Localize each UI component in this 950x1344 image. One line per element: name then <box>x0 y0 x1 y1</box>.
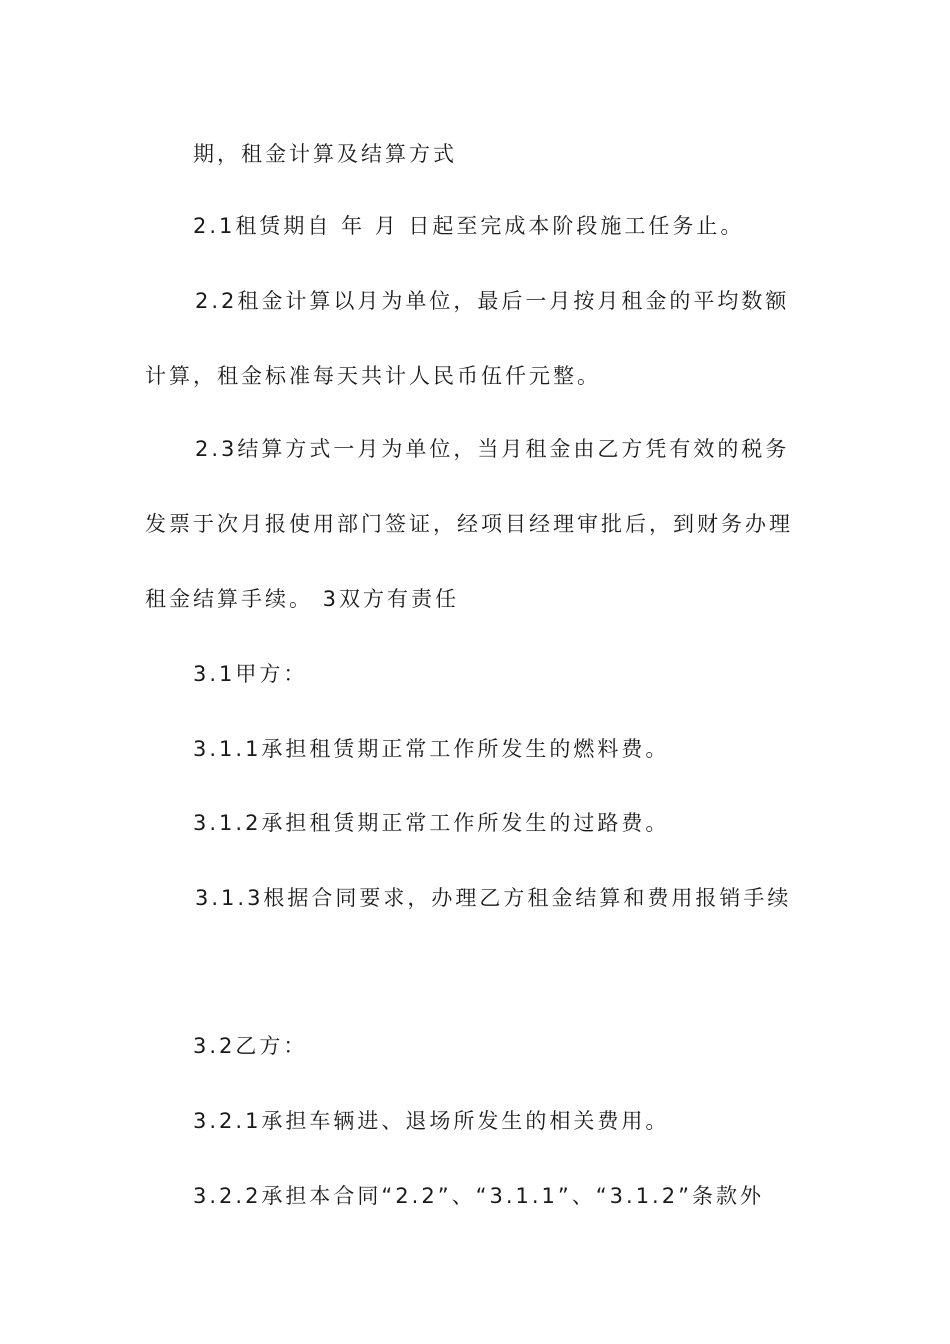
paragraph-line: 3.1.3根据合同要求，办理乙方租金结算和费用报销手续 <box>195 886 792 910</box>
paragraph-line: 3.1.2承担租赁期正常工作所发生的过路费。 <box>193 811 670 835</box>
paragraph-line: 计算，租金标准每天共计人民币伍仟元整。 <box>145 364 601 388</box>
paragraph-line: 3.2.1承担车辆进、退场所发生的相关费用。 <box>193 1109 670 1133</box>
paragraph-line: 发票于次月报使用部门签证，经项目经理审批后，到财务办理 <box>145 512 793 536</box>
paragraph-line: 期，租金计算及结算方式 <box>193 142 457 166</box>
section-heading: 3.1甲方： <box>193 662 308 686</box>
paragraph-line: 租金结算手续。 3双方有责任 <box>145 587 460 611</box>
section-heading: 3.2乙方： <box>193 1034 308 1058</box>
paragraph-line: 2.3结算方式一月为单位，当月租金由乙方凭有效的税务 <box>195 437 790 461</box>
paragraph-line: 2.1租赁期自 年 月 日起至完成本阶段施工任务止。 <box>193 214 745 238</box>
paragraph-line: 3.1.1承担租赁期正常工作所发生的燃料费。 <box>193 737 670 761</box>
paragraph-line: 3.2.2承担本合同“2.2”、“3.1.1”、“3.1.2”条款外 <box>193 1184 764 1208</box>
paragraph-line: 2.2租金计算以月为单位，最后一月按月租金的平均数额 <box>195 289 790 313</box>
